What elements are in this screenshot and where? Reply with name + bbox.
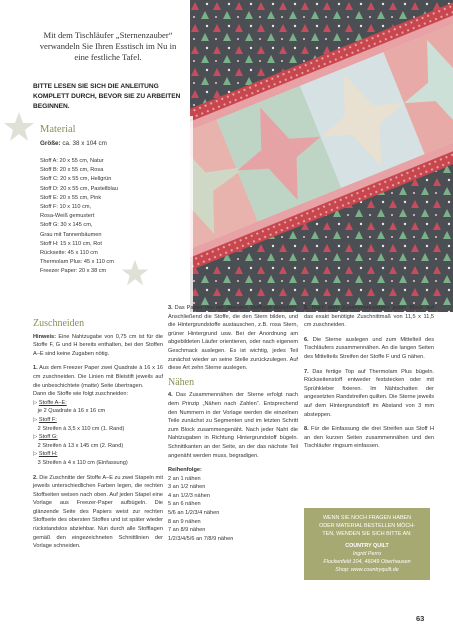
material-item: Thermolam Plus: 45 x 110 cm bbox=[40, 259, 114, 266]
cut-title: Stoff F: bbox=[38, 416, 57, 423]
order-item: 8 an 9 nähen bbox=[168, 518, 201, 525]
cut-title: Stoff G: bbox=[38, 434, 58, 441]
material-list bbox=[40, 157, 185, 277]
cut-item: ▷ Stoffe A–E: je 2 Quadrate à 16 x 16 cm bbox=[33, 399, 106, 415]
step-number: 4. bbox=[168, 392, 173, 399]
cut-item: ▷ Stoff G: 2 Streifen à 13 x 145 cm (2. Rand) bbox=[33, 434, 124, 449]
contact-info-box bbox=[304, 508, 430, 580]
step-2 bbox=[33, 474, 163, 551]
order-item: 4 an 1/2/3 nähen bbox=[168, 492, 210, 499]
material-item: Grau mit Tannenbäumen bbox=[40, 231, 102, 238]
step-5 bbox=[304, 304, 434, 330]
size-value: ca. 38 x 104 cm bbox=[62, 140, 107, 147]
step-6 bbox=[304, 336, 434, 362]
star-icon bbox=[2, 110, 36, 144]
material-item: Stoff C: 20 x 55 cm, Hellgrün bbox=[40, 176, 112, 183]
step-7 bbox=[304, 368, 434, 420]
star-icon bbox=[120, 258, 150, 288]
column-naehen bbox=[168, 304, 298, 543]
step-text: Das Papier von der obersten Stofflage abziehen. Anschließend die Stoffe, die den Stern bilden, und die Hintergrundstoffe austauschen, z.B. rosa Stern, grüner Hintergrund usw. Bei der Anordnung am abgebildeten Läufer orientieren, oder nach eigenem Geschmack auslegen. Es ist wichtig, jedes Teil zunächst wieder an seine Stelle zurückzulegen. Auf diese Art zehn Sterne auslegen. bbox=[168, 305, 298, 372]
material-item: Stoff B: 20 x 55 cm, Rosa bbox=[40, 167, 104, 174]
cut-detail: 2 Streifen à 3,5 x 110 cm (1. Rand) bbox=[37, 425, 125, 432]
material-item: Stoff A: 20 x 55 cm, Natur bbox=[40, 158, 104, 164]
cut-title: Stoffe A–E: bbox=[38, 399, 67, 406]
material-item: Rosa-Weiß gemustert bbox=[40, 213, 95, 220]
table-runner-photo bbox=[190, 0, 453, 312]
cut-detail: je 2 Quadrate à 16 x 16 cm bbox=[37, 408, 106, 415]
order-item: 2 an 1 nähen bbox=[168, 475, 201, 482]
company-name: COUNTRY QUILT bbox=[345, 543, 389, 549]
hinweis bbox=[33, 333, 163, 359]
step-3 bbox=[168, 304, 298, 373]
contact-person: Ingrid Perro bbox=[352, 551, 382, 557]
order-item: 7 an 8/9 nähen bbox=[168, 527, 206, 534]
step-number: 7. bbox=[304, 368, 309, 375]
column-finish bbox=[304, 304, 434, 457]
info-line: TEN, WENDEN SIE SICH BITTE AN: bbox=[322, 531, 412, 537]
step-1-tail: Dann die Stoffe wie folgt zuschneiden: bbox=[33, 391, 129, 398]
hinweis-label: Hinweis: bbox=[33, 333, 57, 340]
cut-detail: 3 Streifen à 4 x 110 cm (Einfassung) bbox=[37, 459, 128, 466]
step-number: 8. bbox=[304, 426, 309, 433]
step-4 bbox=[168, 391, 298, 460]
address: Flockenfeld 104, 46049 Oberhausen bbox=[323, 559, 411, 565]
step-text: Das Zusammennähen der Sterne erfolgt nach dem Prinzip „Nähen nach Zahlen“. Entsprechend den Nummern in der Vorlage werden die einzelnen Teile zunächst zu Segmenten und im letzten Schritt zum Block zusammengenäht. Nach jeder Naht die Nahtzugaben in Richtung Hintergrundstoff bügeln. Schnittkanten an der Seite, an der das nächste Teil angenäht werden muss, begradigen. bbox=[168, 392, 298, 459]
material-item: Stoff G: 30 x 145 cm, bbox=[40, 222, 93, 229]
hinweis-text: Eine Nahtzugabe von 0,75 cm ist für die Stoffe F, G und H bereits enthalten, bei den Stoffen A–E sind keine Zugaben nötig. bbox=[33, 333, 163, 357]
page-number: 63 bbox=[416, 614, 425, 623]
order-item: 5 an 6 nähen bbox=[168, 501, 201, 508]
column-zuschneiden bbox=[33, 320, 163, 557]
step-8 bbox=[304, 425, 434, 451]
intro-text: Mit dem Tischläufer „Sternenzauber“ verwandeln Sie Ihren Esstisch im Nu in eine festliche Tafel. bbox=[39, 30, 177, 62]
material-item: Stoff F: 10 x 110 cm, bbox=[40, 204, 92, 211]
cut-title: Stoff H: bbox=[38, 451, 58, 458]
warning-text: BITTE LESEN SIE SICH DIE ANLEITUNG KOMPLETT DURCH, BEVOR SIE ZU ARBEITEN BEGINNEN. bbox=[33, 83, 181, 110]
step-1 bbox=[33, 364, 163, 390]
order-heading: Reihenfolge: bbox=[168, 467, 202, 474]
order-item: 1/2/3/4/5/6 an 7/8/9 nähen bbox=[168, 535, 234, 542]
step-number: 1. bbox=[33, 365, 38, 372]
material-item: Stoff H: 15 x 110 cm, Rot bbox=[40, 240, 102, 247]
order-item: 5/6 an 1/2/3/4 nähen bbox=[168, 510, 220, 517]
step-number: 5. bbox=[304, 305, 309, 311]
naehen-heading: Nähen bbox=[168, 376, 195, 388]
order-item: 3 an 1/2 nähen bbox=[168, 484, 206, 491]
size-line bbox=[40, 140, 107, 147]
order-list bbox=[168, 475, 298, 544]
cut-detail: 2 Streifen à 13 x 145 cm (2. Rand) bbox=[37, 442, 124, 449]
shop-link[interactable]: Shop: www.countryquilt.de bbox=[335, 567, 399, 573]
step-number: 6. bbox=[304, 336, 309, 343]
size-label: Größe: bbox=[40, 140, 61, 147]
zuschneiden-heading: Zuschneiden bbox=[33, 318, 85, 329]
step-text: Die Sterne auslegen und zum Mittelteil des Tischläufers zusammennähen. An die langen Seiten des Mittelteils Streifen der Stoffe F und G nähen. bbox=[304, 336, 434, 360]
info-line: ODER MATERIAL BESTELLEN MÖCH- bbox=[319, 523, 415, 529]
material-item: Stoff E: 20 x 55 cm, Pink bbox=[40, 194, 102, 201]
step-number: 3. bbox=[168, 305, 173, 311]
step-text: Für die Einfassung die drei Streifen aus Stoff H an den kurzen Seiten zusammennähen und den Tischläufer ringsum einfassen. bbox=[304, 426, 434, 450]
step-text: Die Zuschnitte der Stoffe A–E zu zwei Stapeln mit jeweils unterschiedlichen Farben legen, die rechten Stoffseiten weisen nach oben. Auf jeden Stapel eine Vorlage aus Freezer-Paper aufbügeln. Die glänzende Seite des Papiers weist zur rechten Stoffseite des obersten Stoffes und ist später wieder rückstandslos abziehbar. Nun durch alle Stofflagen gemäß den eingezeichneten Schnittlinien der Vorlage schneiden. bbox=[33, 474, 163, 550]
material-heading: Material bbox=[40, 124, 76, 135]
info-line: WENN SIE NOCH FRAGEN HABEN bbox=[322, 515, 412, 521]
material-item: Rückseite: 45 x 110 cm bbox=[40, 250, 98, 257]
step-text: Aus dem Freezer Paper zwei Quadrate à 16 x 16 cm zuschneiden. Die Linien mit Bleistift jeweils auf die unbeschichtete (matte) Seite übertragen. bbox=[33, 365, 163, 389]
material-item: Freezer Paper: 20 x 38 cm bbox=[40, 268, 107, 275]
step-text: Nach dem Zusammennsetzen jeden Block auf das exakt benötigte Zuschnittmaß von 11,5 x 11,5 cm zuschneiden. bbox=[304, 305, 434, 329]
cut-list bbox=[33, 399, 163, 468]
cut-item: ▷ Stoff F: 2 Streifen à 3,5 x 110 cm (1. Rand) bbox=[33, 416, 125, 432]
step-text: Das fertige Top auf Thermolam Plus bügeln. Rückseitenstoff entweder feststecken oder mit Sprühkleber fixieren. Im Nähtschatten der angesetzten Randstreifen quilten. Die Sterne jeweils auf dem Hintergrundstoff im Abstand von 3 mm absteppen. bbox=[304, 368, 434, 418]
material-item: Stoff D: 20 x 55 cm, Pastellblau bbox=[40, 185, 118, 192]
step-number: 2. bbox=[33, 474, 38, 481]
cut-item: ▷ Stoff H: 3 Streifen à 4 x 110 cm (Einfassung) bbox=[33, 451, 128, 466]
